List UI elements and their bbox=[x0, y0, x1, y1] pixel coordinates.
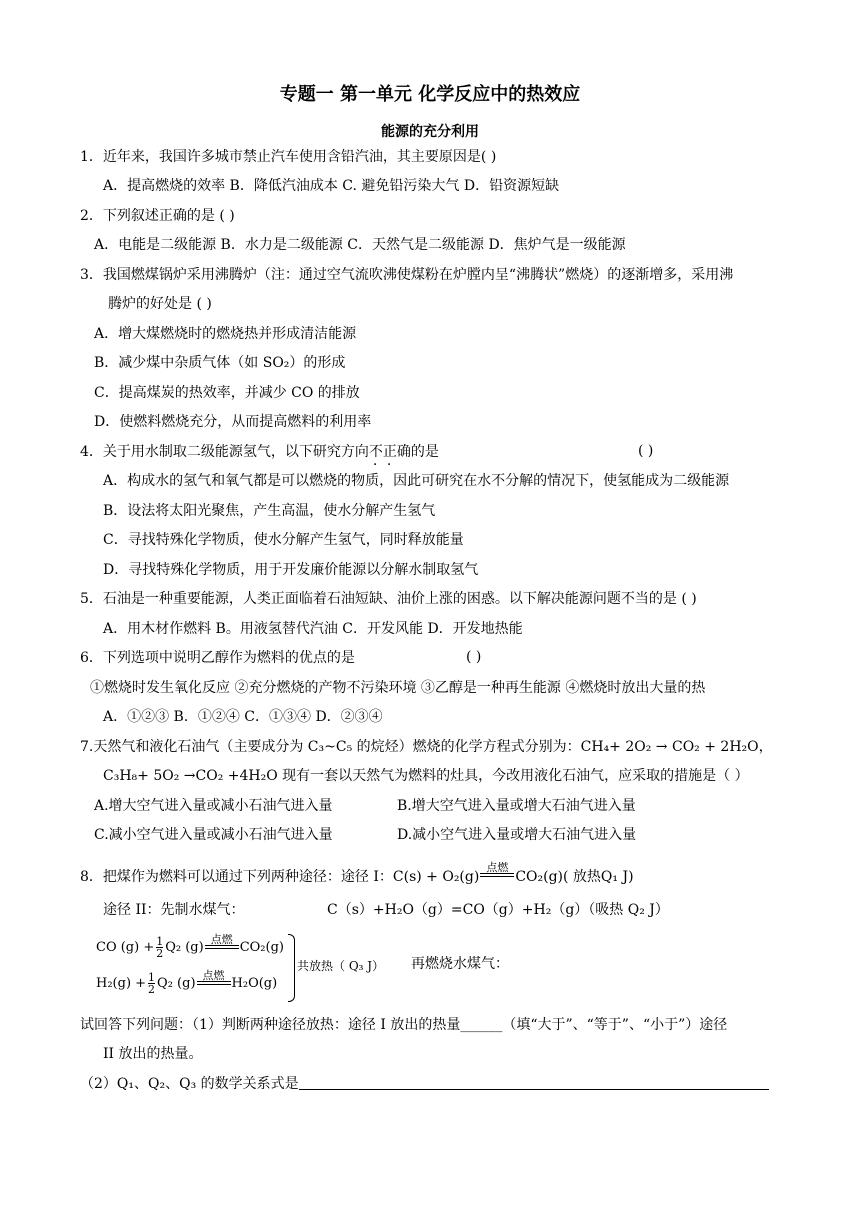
page-title: 专题一 第一单元 化学反应中的热效应 bbox=[279, 84, 581, 105]
total-heat-label: 共放热（ Q₃ J） bbox=[297, 959, 385, 973]
ignite-arrow-route-1 bbox=[480, 863, 514, 877]
question-4-emphasis-1: 不 bbox=[368, 444, 383, 460]
question-7-option-c: C.减小空气进入量或减小石油气进入量 bbox=[94, 827, 333, 843]
question-3-option-c: C．提高煤炭的热效率，并减少 CO 的排放 bbox=[94, 385, 360, 401]
question-4-option-b: B．设法将太阳光聚焦，产生高温，使水分解产生氢气 bbox=[103, 503, 436, 519]
question-4-stem bbox=[80, 443, 439, 461]
question-4-answer-paren: ( ) bbox=[638, 443, 654, 459]
co-equation-right: CO₂(g) bbox=[239, 940, 284, 955]
question-7-option-d: D.减小空气进入量或增大石油气进入量 bbox=[397, 827, 637, 843]
route-1-reactants: C(s) + O₂(g) bbox=[392, 869, 480, 885]
question-4-option-a: A．构成水的氢气和氧气都是可以燃烧的物质，因此可研究在水不分解的情况下，使氢能成为二级能源 bbox=[103, 473, 730, 489]
question-3-option-b: B．减少煤中杂质气体（如 SO₂）的形成 bbox=[94, 355, 346, 371]
water-gas-h2-equation bbox=[96, 969, 278, 996]
ignite-condition-label: 点燃 bbox=[486, 861, 509, 874]
question-7-stem-continued: C₃H₈+ 5O₂ →CO₂ +4H₂O 现有一套以天然气为燃料的灶具，今改用液化石油气，应采取的措施是（ ） bbox=[103, 768, 749, 784]
route-2-label: 途径 II：先制水煤气： bbox=[103, 902, 245, 918]
question-6-answer-paren: ( ) bbox=[466, 649, 482, 665]
question-8-stem bbox=[80, 861, 634, 887]
question-3-stem-continued: 腾炉的好处是 ( ) bbox=[108, 296, 212, 312]
question-4-emphasis-2: 正 bbox=[382, 444, 397, 460]
ignite-arrow-h2: 点燃 bbox=[197, 971, 231, 985]
question-3-stem: 3．我国燃煤锅炉采用沸腾炉（注：通过空气流吹沸使煤粉在炉膛内呈“沸腾状”燃烧）的逐渐增多，采用沸 bbox=[80, 267, 734, 283]
water-gas-co-equation bbox=[96, 933, 284, 960]
question-7-option-a: A.增大空气进入量或减小石油气进入量 bbox=[94, 798, 333, 814]
question-2-stem: 2．下列叙述正确的是 ( ) bbox=[80, 208, 235, 224]
question-4-stem-part-b: 确的是 bbox=[396, 444, 439, 460]
question-6-options: A．①②③ B．①②④ C．①③④ D．②③④ bbox=[103, 709, 383, 725]
question-7-stem: 7.天然气和液化石油气（主要成分为 C₃~C₅ 的烷烃）燃烧的化学方程式分别为：CH₄+ 2O₂ → CO₂ + 2H₂O， bbox=[80, 739, 773, 755]
answer-blank-line[interactable] bbox=[299, 1075, 769, 1090]
question-6-statements: ①燃烧时发生氧化反应 ②充分燃烧的产物不污染环境 ③乙醇是一种再生能源 ④燃烧时放出大量的热 bbox=[90, 680, 706, 696]
question-4-stem-part-a: 4．关于用水制取二级能源氢气，以下研究方向 bbox=[80, 444, 369, 460]
question-8-ask-2-text: （2）Q₁、Q₂、Q₃ 的数学关系式是 bbox=[80, 1076, 299, 1092]
h2-equation-right: H₂O(g) bbox=[231, 976, 278, 991]
question-4-option-d: D．寻找特殊化学物质，用于开发廉价能源以分解水制取氢气 bbox=[103, 562, 479, 578]
question-5-stem: 5．石油是一种重要能源，人类正面临着石油短缺、油价上涨的困惑。以下解决能源问题不当的是 ( ) bbox=[80, 591, 697, 607]
route-1-products: CO₂(g)( 放热Q₁ J) bbox=[515, 869, 634, 885]
route-2-equation: C（s）+H₂O（g）=CO（g）+H₂（g）（吸热 Q₂ J） bbox=[327, 902, 669, 918]
question-1-stem: 1．近年来，我国许多城市禁止汽车使用含铅汽油，其主要原因是( ) bbox=[80, 149, 497, 165]
fraction-half: $\frac{1}{2}$ bbox=[148, 971, 156, 996]
question-8-ask-2 bbox=[80, 1075, 769, 1093]
co-equation-mid: Q₂ (g) bbox=[165, 940, 204, 955]
question-7-option-b: B.增大空气进入量或增大石油气进入量 bbox=[397, 798, 636, 814]
right-brace bbox=[288, 934, 295, 1002]
then-burn-label: 再燃烧水煤气： bbox=[411, 956, 509, 972]
question-4-option-c: C．寻找特殊化学物质，使水分解产生氢气，同时释放能量 bbox=[103, 532, 464, 548]
h2-equation-mid: Q₂ (g) bbox=[157, 976, 196, 991]
question-8-stem-text: 8．把煤作为燃料可以通过下列两种途径：途径 I： bbox=[80, 869, 393, 885]
question-1-options: A．提高燃烧的效率 B．降低汽油成本 C. 避免铅污染大气 D．铅资源短缺 bbox=[103, 178, 560, 194]
question-2-options: A．电能是二级能源 B．水力是二级能源 C．天然气是二级能源 D．焦炉气是一级能源 bbox=[94, 237, 626, 253]
question-8-ask-1-continued: II 放出的热量。 bbox=[103, 1046, 203, 1062]
h2-equation-left: H₂(g) + bbox=[96, 976, 147, 991]
fraction-half: $\frac{1}{2}$ bbox=[156, 935, 164, 960]
page-subtitle: 能源的充分利用 bbox=[381, 124, 479, 140]
co-equation-left: CO (g) + bbox=[96, 940, 155, 955]
ignite-arrow-co: 点燃 bbox=[205, 935, 239, 949]
question-8-ask-1: 试回答下列问题：（1）判断两种途径放热：途径 I 放出的热量______（填“大于”、“等于”、“小于”）途径 bbox=[80, 1017, 728, 1033]
question-3-option-d: D．使燃料燃烧充分，从而提高燃料的利用率 bbox=[94, 414, 372, 430]
question-3-option-a: A．增大煤燃烧时的燃烧热并形成清洁能源 bbox=[94, 326, 357, 342]
question-5-options: A．用木材作燃料 B。用液氢替代汽油 C．开发风能 D．开发地热能 bbox=[103, 621, 523, 637]
question-6-stem: 6．下列选项中说明乙醇作为燃料的优点的是 bbox=[80, 650, 355, 666]
